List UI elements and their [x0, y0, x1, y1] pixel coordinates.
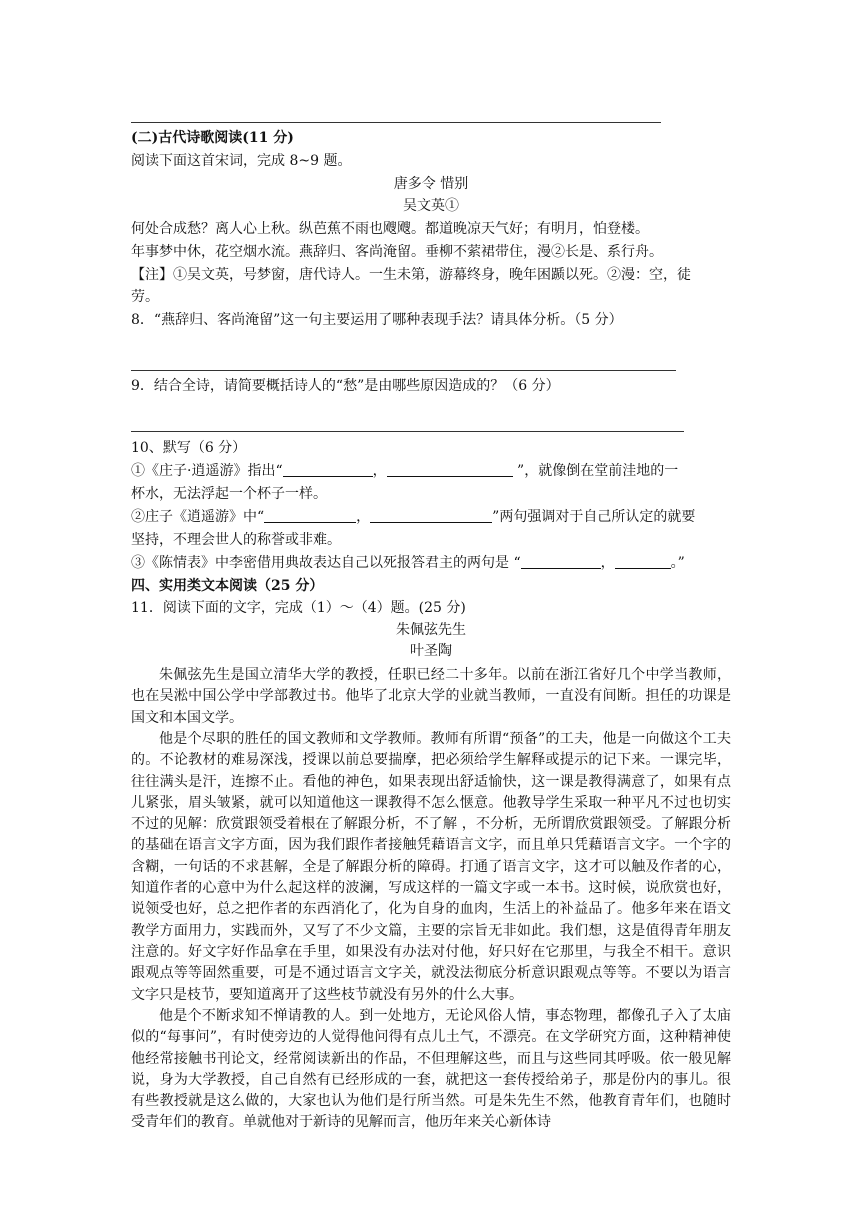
top-divider: [131, 122, 661, 123]
dictation-item-1: ①《庄子·逍遥游》指出“ ， ”，就像倒在堂前洼地的一: [131, 463, 679, 479]
article-author: 叶圣陶: [410, 643, 452, 659]
fill-blank[interactable]: [370, 508, 492, 523]
answer-line-q9[interactable]: [131, 431, 684, 432]
section-heading-poetry: (二)古代诗歌阅读(11 分): [131, 130, 294, 146]
dictation-item-2-cont: 坚持，不理会世人的称誉或非难。: [131, 532, 341, 548]
poem-note: 劳。: [131, 289, 159, 305]
poem-line: 年事梦中休，花空烟水流。燕辞归、客尚淹留。垂柳不萦裙带住，漫②长是、系行舟。: [131, 244, 663, 260]
dictation-item-1-cont: 杯水，无法浮起一个杯子一样。: [131, 486, 327, 502]
question-8: 8．“燕辞归、客尚淹留”这一句主要运用了哪种表现手法？请具体分析。（5 分）: [131, 312, 623, 328]
question-11: 11．阅读下面的文字，完成（1）～（4）题。(25 分): [131, 600, 466, 616]
fill-blank[interactable]: [264, 508, 356, 523]
fill-blank[interactable]: [283, 462, 373, 477]
poem-note: 【注】①吴文英，号梦窗，唐代诗人。一生未第，游幕终身，晚年困踬以死。②漫：空，徒: [131, 267, 691, 283]
question-10-heading: 10、默写（6 分）: [131, 440, 247, 456]
article-paragraph: 他是个尽职的胜任的国文教师和文学教师。教师有所谓“预备”的工夫，他是一向做这个工夫的。不论教材的难易深浅，授课以前总要揣摩，把必须给学生解释或提示的记下来。一课完毕，往往满头是汗，连擦不止。看他的神色，如果表现出舒适愉快，这一课是教得满意了，如果有点儿紧张，眉头皱紧，就可以知道他这一课教得不怎么惬意。他教导学生采取一种平凡不过也切实不过的见解：欣赏跟领受着根在了解跟分析，不了解 ，不分析，无所谓欣赏跟领受。了解跟分析的基础在语言文字方面，因为我们跟作者接触凭藉语言文字，而且单只凭藉语言文字。一个字的含糊，一句话的不求甚解，全是了解跟分析的障碍。打通了语言文字，这才可以触及作者的心，知道作者的心意中为什么起这样的波澜，写成这样的一篇文字或一本书。这时候，说欣赏也好，说领受也好，总之把作者的东西消化了，化为自身的血肉，生活上的补益品了。他多年来在语文教学方面用力，实践而外，又写了不少文篇，主要的宗旨无非如此。我们想，这是值得青年朋友注意的。好文字好作品拿在手里，如果没有办法对付他，好只好在它那里，与我全不相干。意识跟观点等等固然重要，可是不通过语言文字关，就没法彻底分析意识跟观点等等。不要以为语言文字只是枝节，要知道离开了这些枝节就没有另外的什么大事。: [131, 731, 731, 1003]
fill-blank[interactable]: [521, 554, 601, 569]
fill-blank[interactable]: [387, 462, 513, 477]
article-paragraph: 他是个不断求知不惮请教的人。到一处地方，无论风俗人情，事态物理，都像孔子入了太庙似的“每事问”，有时使旁边的人觉得他问得有点儿土气，不漂亮。在文学研究方面，这种精神使他经常接触书刊论文，经常阅读新出的作品，不但理解这些，而且与这些同其呼吸。依一般见解说，身为大学教授，自己自然有已经形成的一套，就把这一套传授给弟子，那是份内的事儿。很有些教授就是这么做的，大家也认为他们是行所当然。可是朱先生不然，他教育青年们，也随时受青年们的教育。单就他对于新诗的见解而言，他历年来关心新体诗: [131, 1008, 731, 1131]
section-heading-practical: 四、实用类文本阅读（25 分）: [131, 578, 324, 594]
answer-line-q8[interactable]: [131, 370, 676, 371]
poem-line: 何处合成愁？离人心上秋。纵芭蕉不雨也飕飕。都道晚凉天气好；有明月，怕登楼。: [131, 221, 649, 237]
poem-author: 吴文英①: [403, 198, 459, 214]
article-title: 朱佩弦先生: [396, 622, 466, 638]
fill-blank[interactable]: [615, 554, 671, 569]
poetry-instruction: 阅读下面这首宋词，完成 8~9 题。: [131, 153, 352, 169]
dictation-item-2: ②庄子《逍遥游》中“ ， ”两句强调对于自己所认定的就要: [131, 509, 696, 525]
question-9: 9．结合全诗，请简要概括诗人的“愁”是由哪些原因造成的？（6 分）: [131, 378, 560, 394]
article-paragraph: 朱佩弦先生是国立清华大学的教授，任职已经二十多年。以前在浙江省好几个中学当教师，也在吴淞中国公学中学部教过书。他毕了北京大学的业就当教师，一直没有间断。担任的功课是国文和本国文学。: [131, 667, 731, 726]
dictation-item-3: ③《陈情表》中李密借用典故表达自己以死报答君主的两句是 “ ， 。”: [131, 555, 685, 571]
poem-title: 唐多令 惜别: [393, 176, 469, 192]
